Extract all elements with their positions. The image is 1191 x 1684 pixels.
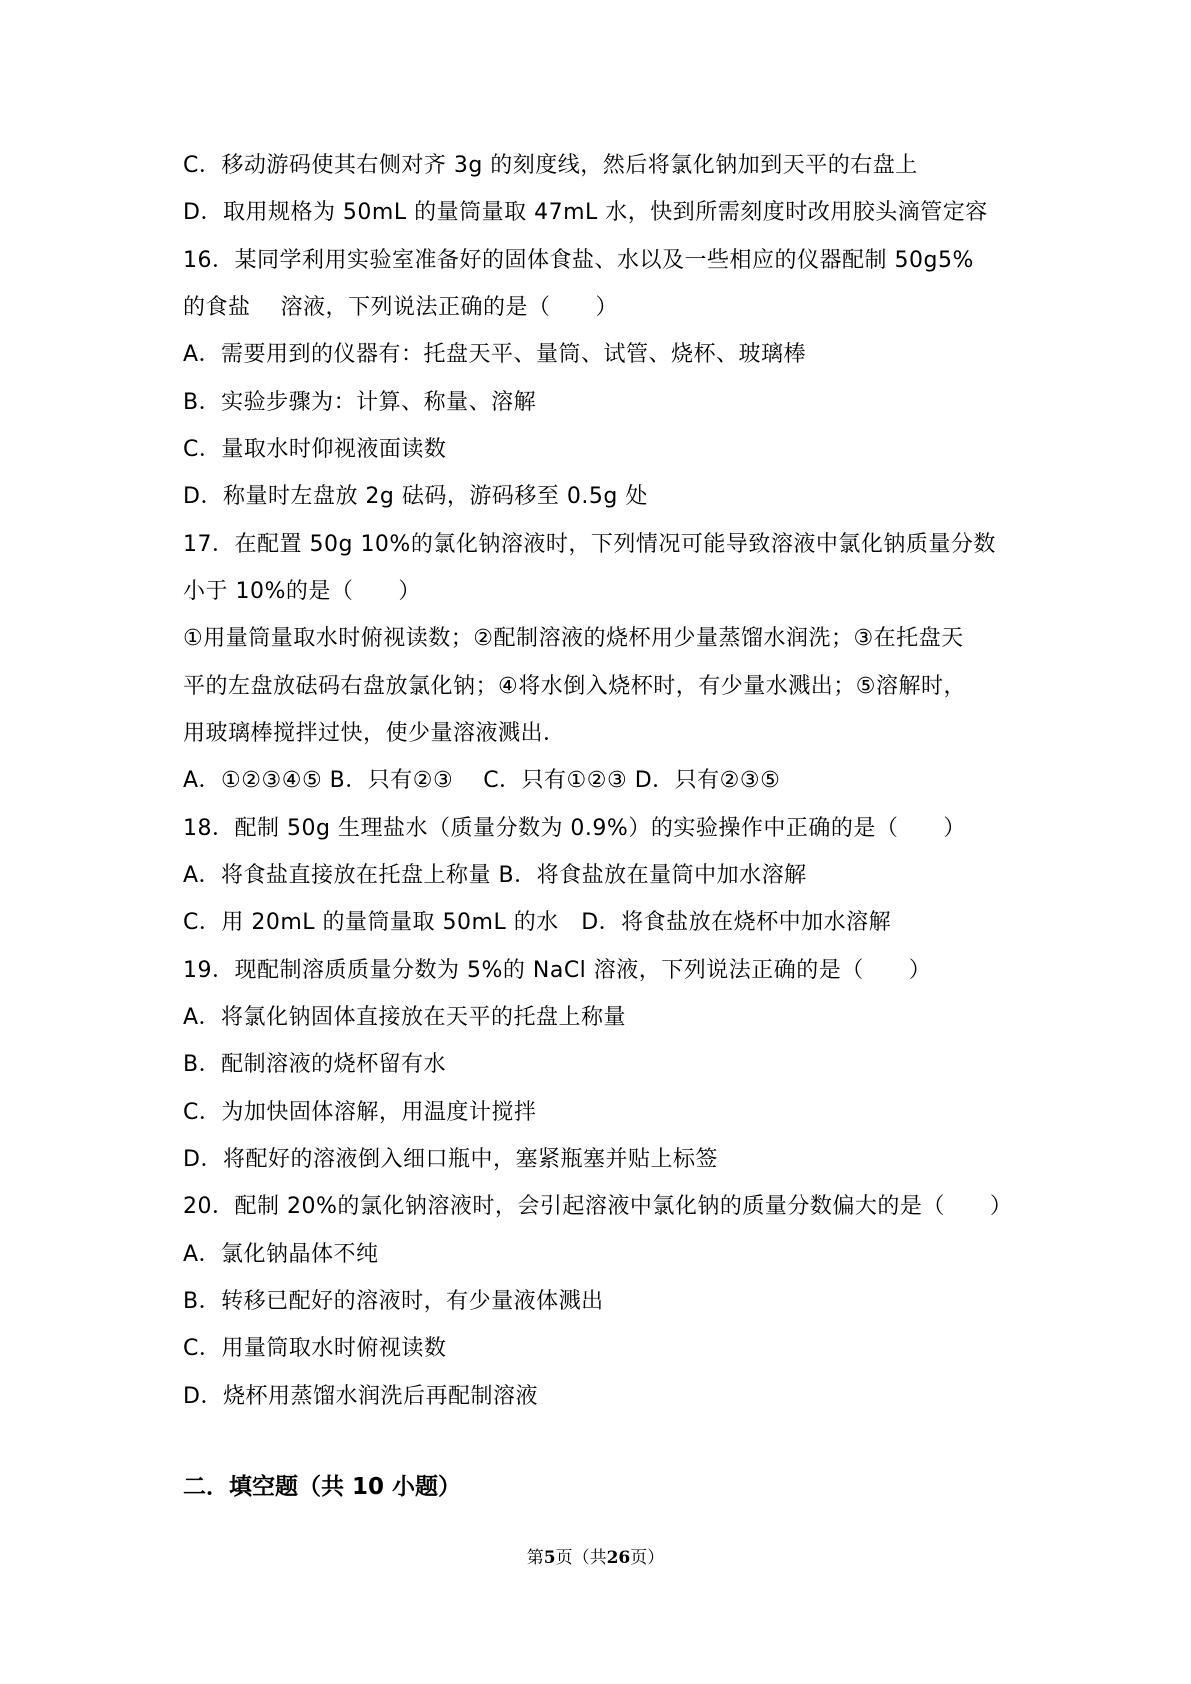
text-line: 小于 10%的是（ ） <box>183 579 421 604</box>
footer-middle: 页（共 <box>555 1548 607 1568</box>
option-line: A．氯化钠晶体不纯 <box>183 1242 379 1267</box>
page-number: 5 <box>543 1548 556 1568</box>
option-line: A．需要用到的仪器有：托盘天平、量筒、试管、烧杯、玻璃棒 <box>183 342 807 367</box>
section-title: 二．填空题（共 10 小题） <box>183 1474 462 1500</box>
option-line: C．用 20mL 的量筒量取 50mL 的水 D．将食盐放在烧杯中加水溶解 <box>183 910 892 935</box>
option-line: A．将氯化钠固体直接放在天平的托盘上称量 <box>183 1005 627 1030</box>
page-total: 26 <box>606 1548 631 1568</box>
option-line: C．为加快固体溶解，用温度计搅拌 <box>183 1100 537 1125</box>
question-16: 16．某同学利用实验室准备好的固体食盐、水以及一些相应的仪器配制 50g5% <box>183 248 974 273</box>
text-line: C．移动游码使其右侧对齐 3g 的刻度线，然后将氯化钠加到天平的右盘上 <box>183 153 918 178</box>
question-20: 20．配制 20%的氯化钠溶液时，会引起溶液中氯化钠的质量分数偏大的是（ ） <box>183 1194 1013 1219</box>
question-17: 17．在配置 50g 10%的氯化钠溶液时，下列情况可能导致溶液中氯化钠质量分数 <box>183 532 996 557</box>
option-line: A．将食盐直接放在托盘上称量 B．将食盐放在量筒中加水溶解 <box>183 863 807 888</box>
option-line: B．实验步骤为：计算、称量、溶解 <box>183 390 537 415</box>
text-line: D．取用规格为 50mL 的量筒量取 47mL 水，快到所需刻度时改用胶头滴管定容 <box>183 200 988 225</box>
option-line: B．配制溶液的烧杯留有水 <box>183 1052 447 1077</box>
option-line: C．量取水时仰视液面读数 <box>183 437 447 462</box>
text-line: ①用量筒量取水时俯视读数；②配制溶液的烧杯用少量蒸馏水润洗；③在托盘天 <box>183 626 964 651</box>
page-footer <box>0 1546 1191 1570</box>
option-line: B．转移已配好的溶液时，有少量液体溅出 <box>183 1289 604 1314</box>
text-line: 平的左盘放砝码右盘放氯化钠；④将水倒入烧杯时，有少量水溅出；⑤溶解时， <box>183 674 966 699</box>
text-line: 用玻璃棒搅拌过快，使少量溶液溅出． <box>183 721 566 746</box>
option-line: A．①②③④⑤ B．只有②③ C．只有①②③ D．只有②③⑤ <box>183 768 781 793</box>
footer-prefix: 第 <box>526 1548 544 1568</box>
text-line: 的食盐 溶液，下列说法正确的是（ ） <box>183 295 618 320</box>
question-18: 18．配制 50g 生理盐水（质量分数为 0.9%）的实验操作中正确的是（ ） <box>183 816 966 841</box>
option-line: D．称量时左盘放 2g 砝码，游码移至 0.5g 处 <box>183 484 648 509</box>
option-line: D．将配好的溶液倒入细口瓶中，塞紧瓶塞并贴上标签 <box>183 1147 718 1172</box>
question-19: 19．现配制溶质质量分数为 5%的 NaCl 溶液，下列说法正确的是（ ） <box>183 958 932 983</box>
footer-suffix: 页） <box>630 1548 665 1568</box>
option-line: C．用量筒取水时俯视读数 <box>183 1336 447 1361</box>
option-line: D．烧杯用蒸馏水润洗后再配制溶液 <box>183 1384 538 1409</box>
